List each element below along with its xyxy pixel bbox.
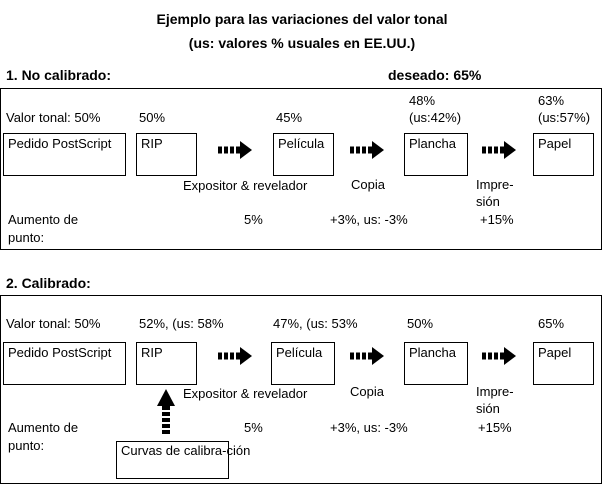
section1-tonal-label: Valor tonal: 50%: [6, 110, 101, 125]
section1-desired: deseado: 65%: [388, 67, 482, 83]
section2-step-impresion-cont: sión: [476, 401, 500, 416]
box-label: Papel: [538, 136, 572, 151]
box-label: Plancha: [409, 136, 456, 151]
section1-dot-gain-label: Aumento de: [8, 212, 79, 227]
section2-pelicula-value: 47%, (us: 53%: [273, 316, 358, 331]
section1-step-expositor: Expositor & revelador: [183, 178, 308, 193]
section2-arrow-copia: [350, 347, 384, 365]
box-label: Película: [278, 136, 325, 151]
section2-gain-copia: +3%, us: -3%: [330, 420, 408, 435]
section2-papel-value: 65%: [538, 316, 565, 331]
section2-rip-value: 52%, (us: 58%: [139, 316, 224, 331]
box-label: Pedido PostScript: [8, 345, 112, 360]
box-label: RIP: [141, 345, 163, 360]
section2-tonal-label: Valor tonal: 50%: [6, 316, 101, 331]
section1-plancha-value: 48%: [409, 93, 436, 108]
section1-arrow-expositor: [218, 141, 252, 159]
section2-step-expositor: Expositor & revelador: [183, 386, 308, 401]
section1-dot-gain-label-cont: punto:: [8, 230, 45, 245]
section2-dot-gain-label: Aumento de: [8, 420, 79, 435]
section2-step-copia: Copia: [350, 384, 384, 399]
section1-step-impresion-cont: sión: [476, 194, 500, 209]
section1-plancha-us-value: (us:42%): [409, 110, 462, 125]
section2-heading: 2. Calibrado:: [6, 275, 91, 291]
section1-heading: 1. No calibrado:: [6, 67, 112, 83]
section1-gain-impresion: +15%: [480, 212, 514, 227]
section2-arrow-expositor: [218, 347, 252, 365]
section2-plancha-value: 50%: [407, 316, 434, 331]
box-label: Película: [276, 345, 323, 360]
box-label: RIP: [141, 136, 163, 151]
section1-papel-value: 63%: [538, 93, 565, 108]
section2-dot-gain-label-cont: punto:: [8, 438, 45, 453]
box-label: Plancha: [409, 345, 456, 360]
box-label: Pedido PostScript: [8, 136, 112, 151]
section1-papel-us-value: (us:57%): [538, 110, 591, 125]
section1-arrow-impresion: [482, 141, 516, 159]
calibration-curves-label: Curvas de calibra-ción: [121, 443, 251, 458]
diagram-subtitle: (us: valores % usuales en EE.UU.): [188, 35, 416, 51]
calibration-arrow: [157, 389, 175, 434]
section1-gain-expositor: 5%: [244, 212, 263, 227]
section1-gain-copia: +3%, us: -3%: [330, 212, 408, 227]
section1-step-impresion: Impre-: [476, 177, 514, 192]
section1-rip-value: 50%: [139, 110, 166, 125]
section2-gain-impresion: +15%: [478, 420, 512, 435]
section2-step-impresion: Impre-: [476, 384, 514, 399]
section2-arrow-impresion: [482, 347, 516, 365]
section1-step-copia: Copia: [351, 177, 385, 192]
diagram-title: Ejemplo para las variaciones del valor tonal: [156, 11, 448, 27]
box-label: Papel: [538, 345, 572, 360]
section2-gain-expositor: 5%: [244, 420, 263, 435]
section1-pelicula-value: 45%: [276, 110, 303, 125]
section1-arrow-copia: [350, 141, 384, 159]
